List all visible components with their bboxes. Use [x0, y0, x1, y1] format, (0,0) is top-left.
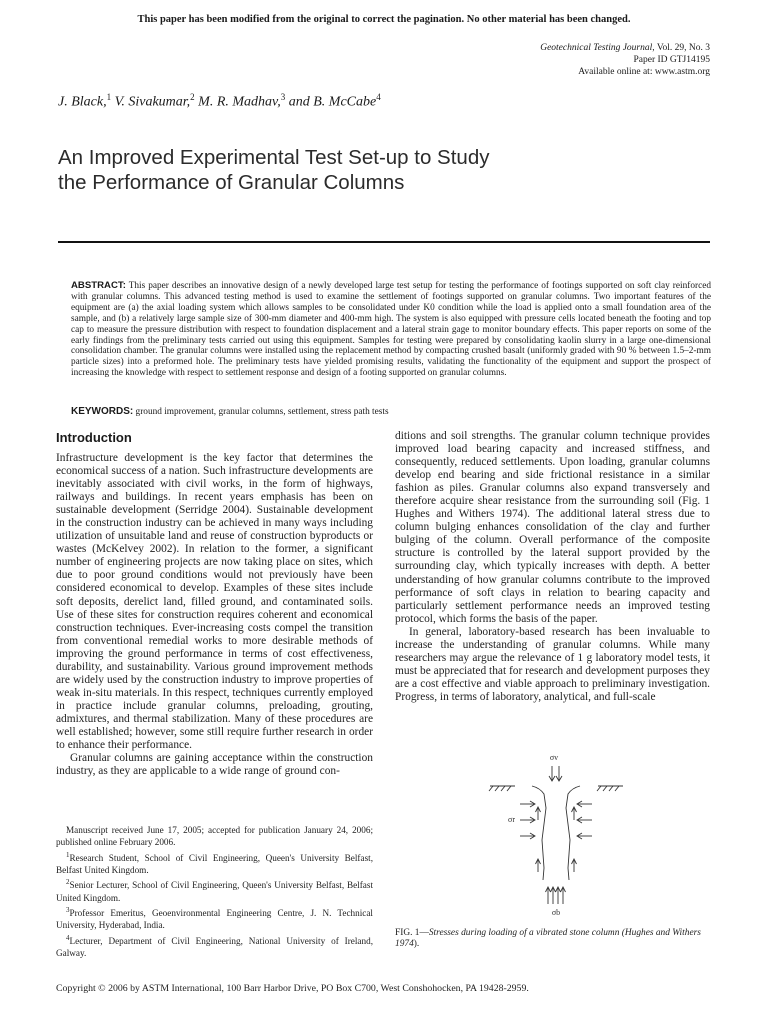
journal-name: Geotechnical Testing Journal	[540, 43, 653, 53]
footnote	[56, 904, 373, 932]
ground-surface-hatching	[489, 786, 623, 791]
caption-prefix: FIG. 1—	[395, 928, 429, 938]
figure-stone-column-diagram	[470, 748, 640, 920]
footnote	[56, 876, 373, 904]
paragraph: Infrastructure development is the key factor that determines the economical success of a nation. Such infrastructure developments are inevitably associated with civil works, in the form of highways, railways and buildings. In recent years emphasis has been on sustainable development (Serridge 2004). Sustainable development in the construction industry can be achieved in many ways including utilization of unsuitable land and reuse of construction byproducts or wastes (McKelvey 2002). In relation to the former, a significant number of engineering projects are now taking place on sites, which due to poor ground conditions would not previously have been considered economical to develop. Examples of these sites include soft deposits, derelict land, filled ground, and contaminated soils. Use of these sites for construction requires coherent and economical construction techniques. Ever-increasing costs compel the transition from conventional remedial works to more desirable methods of improving the ground performance in terms of cost effectiveness, durability, and sustainability. Various ground improvement methods are widely used by the construction industry to improve properties of weak in-situ materials. In this respect, techniques currently employed in practice include granular columns, preloading, grouting, admixtures, and thermal stabilization. Many of these procedures are well established; however, some still require further research in order to enhance their performance.	[56, 452, 373, 752]
copyright-line: Copyright © 2006 by ASTM International, 100 Barr Harbor Drive, PO Box C700, West Conshohocken, PA 19428-2959.	[56, 983, 529, 994]
abstract-text: This paper describes an innovative design of a newly developed large test setup for testing the performance of footings supported on soft clay reinforced with granular columns. This advanced testing method is used to examine the settlement of footings supported on granular columns. Two important features of the equipment are (a) the axial loading system which allows samples to be consolidated under K0 condition while the load is applied onto a small foundation area of the sample, and (b) a relatively large sample size of 300-mm diameter and 400-mm high. The system is also equipped with pressure cells located beneath the footing and top cap to measure the pressure distribution with respect to foundation displacement and a lateral strain gage to monitor boundary effects. This paper reports on some of the early findings from the preliminary tests carried out using this equipment. Samples for testing were prepared by consolidating kaolin slurry in a large one-dimensional consolidation chamber. The granular columns were installed using the replacement method by compacting crushed basalt (uniformly graded with 90 % between 1.5–2-mm particle sizes) into a preformed hole. The preliminary tests have yielded promising results, validating the functionality of the equipment and support the prospect of increasing the knowledge with respect to settlement response and design of a footing supported on granular columns.	[71, 281, 711, 379]
title-line: An Improved Experimental Test Set-up to Study	[58, 146, 490, 169]
modification-notice: This paper has been modified from the original to correct the pagination. No other material has been changed.	[137, 14, 631, 25]
caption-end: ).	[413, 939, 420, 950]
footnote-text: Senior Lecturer, School of Civil Engineering, Queen's University Belfast, Belfast United Kingdom.	[56, 880, 373, 903]
paper-id: Paper ID GTJ14195	[633, 55, 710, 65]
journal-info	[540, 42, 710, 78]
footnote-sup: 1	[66, 850, 70, 859]
abstract	[71, 281, 711, 379]
caption-reference: Hughes and Withers 1974	[395, 928, 701, 950]
lateral-stress-arrows	[520, 801, 592, 839]
journal-volume: , Vol. 29, No. 3	[652, 43, 710, 53]
caption-text: Stresses during loading of a vibrated stone column (	[428, 928, 625, 938]
keywords	[71, 406, 711, 417]
author-sup: 3	[280, 92, 286, 102]
title-line: the Performance of Granular Columns	[58, 171, 405, 194]
paragraph: Granular columns are gaining acceptance within the construction industry, as they are applicable to a wide range of ground con-	[56, 752, 373, 778]
sigma-v-label: σv	[549, 753, 559, 762]
footnote	[56, 849, 373, 877]
footnote-sup: 4	[66, 933, 70, 942]
author-name: J. Black,	[58, 94, 107, 110]
left-column	[56, 452, 373, 778]
sigma-r-label: σr	[508, 815, 515, 824]
keywords-label: KEYWORDS:	[71, 406, 134, 417]
footnote-sup: 2	[66, 878, 70, 887]
stone-column-outline	[532, 786, 580, 880]
author-sup: 2	[190, 92, 195, 102]
author-name: and B. McCabe	[285, 94, 377, 110]
abstract-label: ABSTRACT:	[71, 280, 126, 291]
footnotes	[56, 824, 373, 959]
footnote-text: Research Student, School of Civil Engineering, Queen's University Belfast, Belfast United Kingdom.	[56, 852, 373, 875]
right-column	[395, 430, 710, 704]
author-name: V. Sivakumar,	[111, 94, 191, 110]
author-name: M. R. Madhav,	[194, 94, 281, 110]
vertical-load-arrows	[549, 766, 562, 781]
footnote-text: Professor Emeritus, Geoenvironmental Engineering Centre, J. N. Technical University, Hyderabad, India.	[56, 907, 373, 931]
footnote-text: Lecturer, Department of Civil Engineering, National University of Ireland, Galway.	[56, 935, 373, 958]
keywords-text: ground improvement, granular columns, settlement, stress path tests	[133, 407, 389, 417]
paragraph: ditions and soil strengths. The granular column technique provides improved load bearing capacity and increased stiffness, and consequently, reduced settlements. Upon loading, granular columns develop end bearing and side frictional resistance in a similar fashion as piles. Granular columns also expand transversely and therefore acquire shear resistance from the surrounding soil (Fig. 1 Hughes and Withers 1974). The additional lateral stress due to column bulging enhances consolidation of the clay and further bulging of the column. Overall performance of the composite structure is controlled by the lateral support provided by the surrounding clay, which typically increases with depth. A better understanding of how granular columns contribute to the improved performance of soft clays in relation to bearing capacity and particularly settlement performance needs an improved testing protocol, which forms the basis of the paper.	[395, 430, 710, 625]
figure-caption	[395, 928, 710, 951]
manuscript-note: Manuscript received June 17, 2005; accepted for publication January 24, 2006; published online February 2006.	[56, 825, 373, 848]
footnote-sup: 3	[66, 905, 70, 914]
paper-title	[58, 145, 698, 195]
end-bearing-arrows	[546, 887, 566, 904]
authors	[58, 92, 381, 111]
sigma-b-label: σb	[551, 908, 561, 917]
paragraph: In general, laboratory-based research has been invaluable to increase the understanding of granular columns. While many researchers may argue the relevance of 1 g laboratory model tests, it must be appreciated that for research and development purposes they are a cost effective and viable approach to preliminary investigation. Progress, in terms of laboratory, analytical, and full-scale	[395, 625, 710, 703]
footnote	[56, 932, 373, 960]
author-sup: 1	[106, 92, 112, 102]
available-online: Available online at: www.astm.org	[578, 67, 710, 77]
title-rule	[58, 241, 710, 243]
author-sup: 4	[376, 92, 381, 102]
section-heading-introduction: Introduction	[56, 430, 132, 445]
